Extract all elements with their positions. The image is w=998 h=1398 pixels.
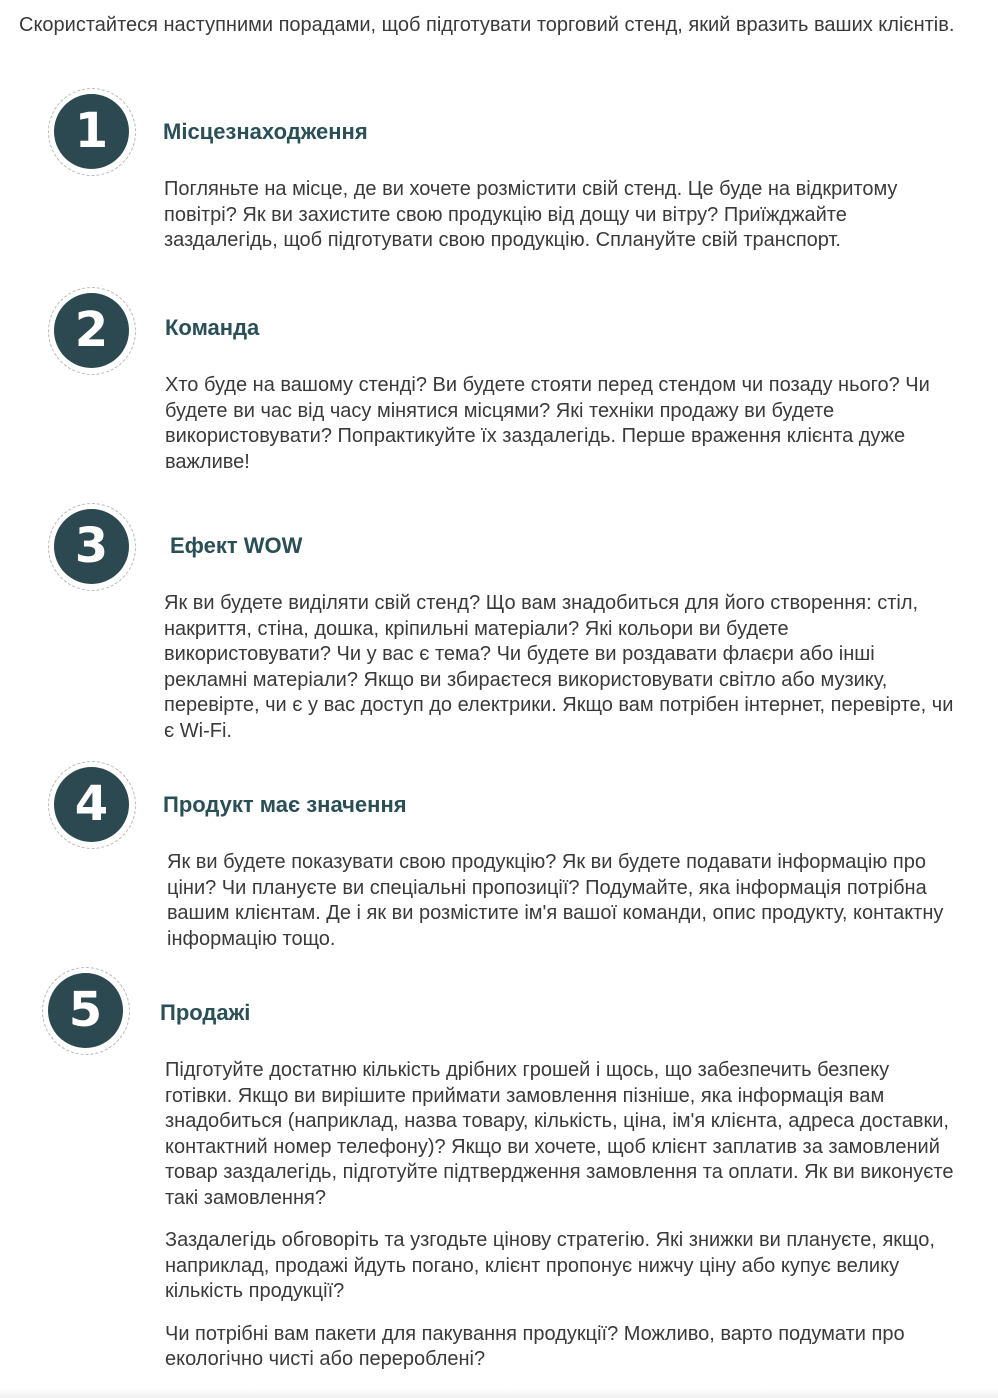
step-title: Продукт має значення [163,792,407,817]
step-number-badge [48,503,136,591]
step-number: 4 [54,767,129,842]
step-body [164,591,954,761]
step-number: 3 [54,509,129,584]
step-body [165,373,955,492]
step-number: 5 [48,973,123,1048]
step-number-badge [48,287,136,375]
step-paragraph: Як ви будете виділяти свій стенд? Що вам знадобиться для його створення: стіл, накриття, стіна, дошка, кріпильні матеріали? Які кольори ви будете використовувати? Чи у вас є тема? Чи будете ви роздавати флаєри або інші рекламні матеріали? Якщо ви збираєтеся використовувати світло або музику, перевірте, чи є у вас доступ до електрики. Якщо вам потрібен інтернет, перевірте, чи є Wi-Fi. [164,592,954,742]
step-body [165,1058,955,1390]
step-paragraph: Чи потрібні вам пакети для пакування продукції? Можливо, варто подумати про екологічно чисті або перероблені? [165,1322,905,1370]
step-number: 1 [54,94,129,169]
step-paragraph: Підготуйте достатню кількість дрібних грошей і щось, що забезпечить безпеку готівки. Якщо ви вирішите приймати замовлення пізніше, яка інформація вам знадобиться (наприклад, назва товару, кількість, ціна, ім'я клієнта, адреса доставки, контактний номер телефону)? Якщо ви хочете, щоб клієнт заплатив за замовлений товар заздалегідь, підготуйте підтвердження замовлення та оплати. Як ви виконуєте такі замовлення? [165,1059,954,1209]
step-number-badge [48,761,136,849]
intro-text: Скористайтеся наступними порадами, щоб підготувати торговий стенд, який вразить ваших клієнтів. [19,14,955,36]
step-number-badge [48,88,136,176]
step-body [167,850,957,969]
step-number-badge [42,967,130,1055]
step-paragraph: Заздалегідь обговоріть та узгодьте цінову стратегію. Які знижки ви плануєте, якщо, наприклад, продажі йдуть погано, клієнт пропонує нижчу ціну або купує велику кількість продукції? [165,1229,935,1302]
step-title: Команда [165,315,260,340]
step-title: Місцезнаходження [163,119,368,144]
step-paragraph: Як ви будете показувати свою продукцію? Як ви будете подавати інформацію про ціни? Чи плануєте ви спеціальні пропозиції? Подумайте, яка інформація потрібна вашим клієнтам. Де і як ви розмістите ім'я вашої команди, опис продукту, контактну інформацію тощо. [167,851,944,950]
step-title: Ефект WOW [170,533,303,558]
step-paragraph: Погляньте на місце, де ви хочете розмістити свій стенд. Це буде на відкритому повітрі? Як ви захистите свою продукцію від дощу чи вітру? Приїжджайте заздалегідь, щоб підготувати свою продукцію. Сплануйте свій транспорт. [164,178,898,251]
step-number: 2 [54,293,129,368]
bottom-edge-shadow [0,1388,998,1398]
step-body [164,177,954,271]
step-paragraph: Хто буде на вашому стенді? Ви будете стояти перед стендом чи позаду нього? Чи будете ви час від часу мінятися місцями? Які техніки продажу ви будете використовувати? Попрактикуйте їх заздалегідь. Перше враження клієнта дуже важливе! [165,374,930,473]
step-title: Продажі [160,1000,251,1025]
